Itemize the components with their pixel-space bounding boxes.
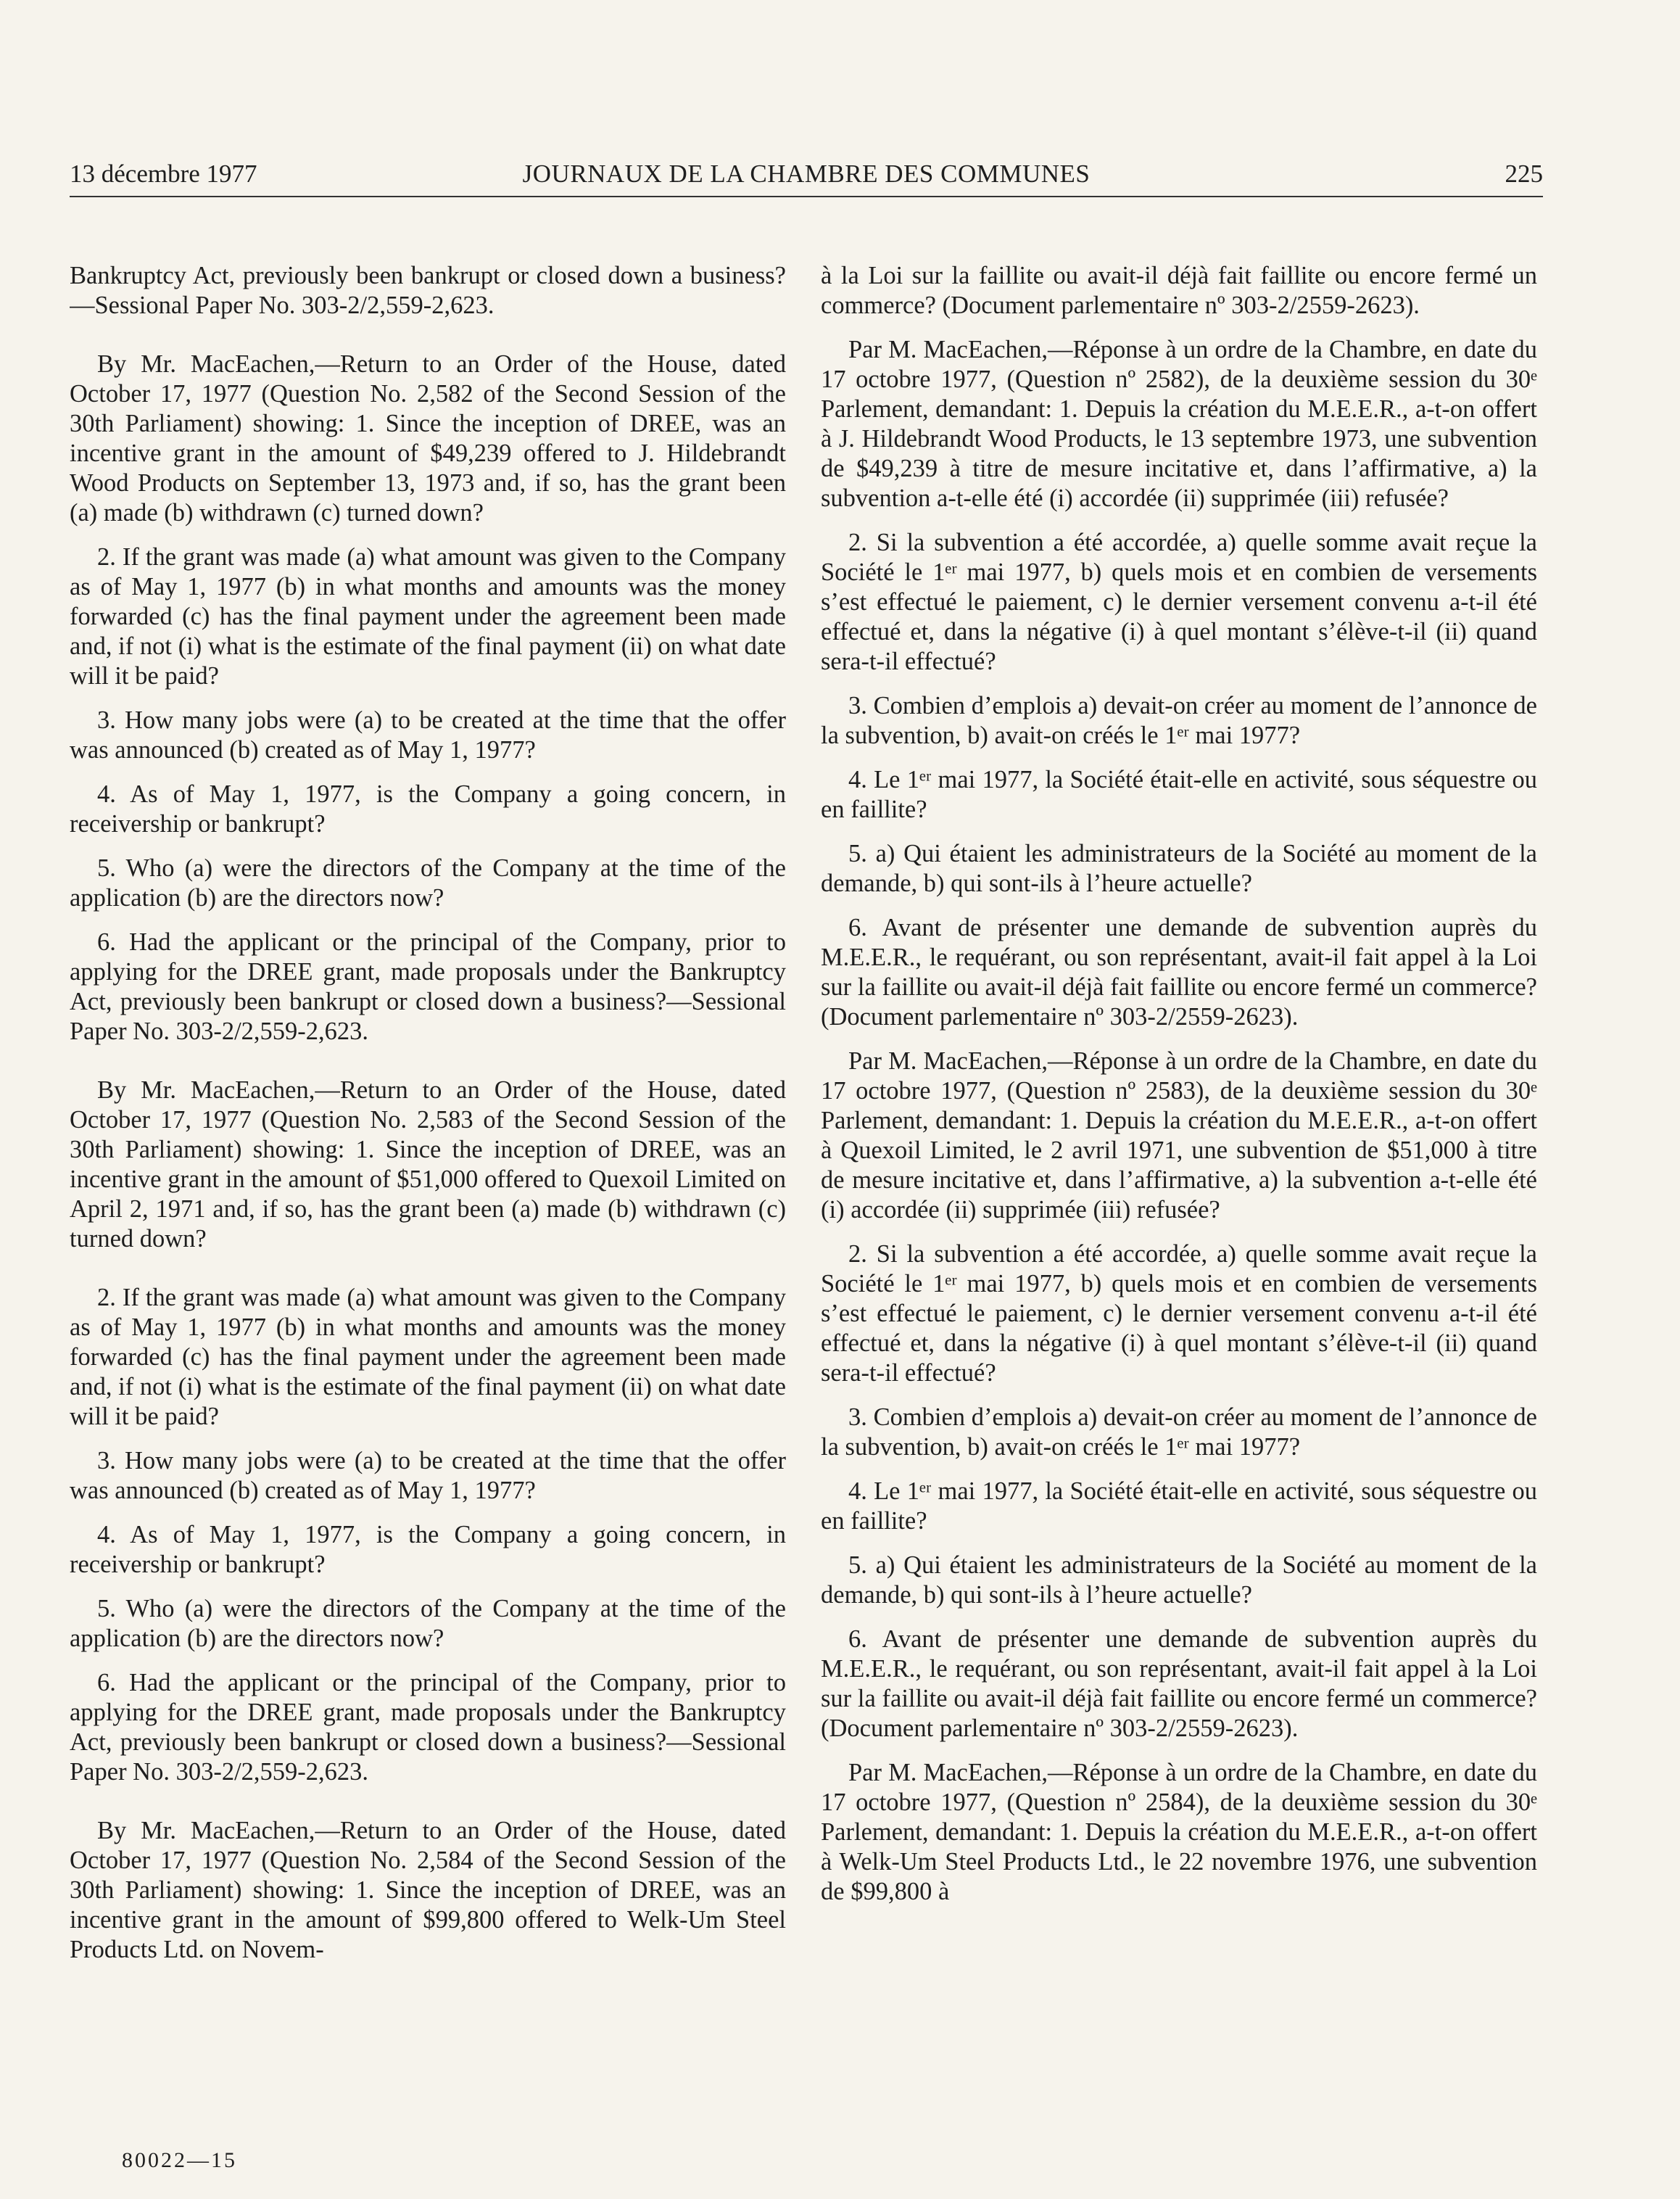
paragraph: 2. If the grant was made (a) what amount was given to the Company as of May 1, 1977 (b) in what months and amounts was the money forwarded (c) has the final payment under the agreement been made and, if not (i) what is the estimate of the final payment (ii) on what date will it be paid? — [70, 1284, 786, 1430]
paragraph: Bankruptcy Act, previously been bankrupt or closed down a business?—Sessional Paper No. 303-2/2,559-2,623. — [70, 262, 786, 319]
paragraph: 5. a) Qui étaient les administrateurs de la Société au moment de la demande, b) qui sont-ils à l’heure actuelle? — [821, 1551, 1537, 1609]
paragraph: 3. Combien d’emplois a) devait-on créer au moment de l’annonce de la subvention, b) avait-on créés le 1ᵉʳ mai 1977? — [821, 1403, 1537, 1461]
paragraph: 2. If the grant was made (a) what amount was given to the Company as of May 1, 1977 (b) in what months and amounts was the money forwarded (c) has the final payment under the agreement been made and, if not (i) what is the estimate of the final payment (ii) on what date will it be paid? — [70, 543, 786, 690]
paragraph: Par M. MacEachen,—Réponse à un ordre de la Chambre, en date du 17 octobre 1977, (Question nº 2582), de la deuxième session du 30ᵉ Parlement, demandant: 1. Depuis la création du M.E.E.R., a-t-on offert à J. Hildebrandt Wood Products, le 13 septembre 1973, une subvention de $49,239 à titre de mesure incitative et, dans l’affirmative, a) la subvention a-t-elle été (i) accordée (ii) supprimée (iii) refusée? — [821, 336, 1537, 512]
paragraph: 3. Combien d’emplois a) devait-on créer au moment de l’annonce de la subvention, b) avait-on créés le 1ᵉʳ mai 1977? — [821, 692, 1537, 749]
paragraph: 5. Who (a) were the directors of the Company at the time of the application (b) are the directors now? — [70, 1595, 786, 1652]
page-header — [70, 160, 1543, 197]
paragraph: 4. Le 1ᵉʳ mai 1977, la Société était-elle en activité, sous séquestre ou en faillite? — [821, 1477, 1537, 1535]
print-code: 80022—15 — [122, 2148, 237, 2172]
paragraph: Par M. MacEachen,—Réponse à un ordre de la Chambre, en date du 17 octobre 1977, (Question nº 2584), de la deuxième session du 30ᵉ Parlement, demandant: 1. Depuis la création du M.E.E.R., a-t-on offert à Welk-Um Steel Products Ltd., le 22 novembre 1976, une subvention de $99,800 à — [821, 1759, 1537, 1905]
paragraph: 5. a) Qui étaient les administrateurs de la Société au moment de la demande, b) qui sont-ils à l’heure actuelle? — [821, 840, 1537, 897]
paragraph: 2. Si la subvention a été accordée, a) quelle somme avait reçue la Société le 1ᵉʳ mai 1977, b) quels mois et en combien de versements s’est effectué le paiement, c) le dernier versement convenu a-t-il été effectué et, dans la négative (i) à quel montant s’élève-t-il (ii) quand sera-t-il effectué? — [821, 529, 1537, 675]
english-column — [70, 261, 786, 2118]
paragraph: 3. How many jobs were (a) to be created at the time that the offer was announced (b) created as of May 1, 1977? — [70, 1447, 786, 1504]
journal-title: JOURNAUX DE LA CHAMBRE DES COMMUNES — [522, 160, 1091, 188]
paragraph: 2. Si la subvention a été accordée, a) quelle somme avait reçue la Société le 1ᵉʳ mai 1977, b) quels mois et en combien de versements s’est effectué le paiement, c) le dernier versement convenu a-t-il été effectué et, dans la négative (i) à quel montant s’élève-t-il (ii) quand sera-t-il effectué? — [821, 1240, 1537, 1387]
paragraph: 4. As of May 1, 1977, is the Company a going concern, in receivership or bankrupt? — [70, 1521, 786, 1578]
paragraph: 4. Le 1ᵉʳ mai 1977, la Société était-elle en activité, sous séquestre ou en faillite? — [821, 766, 1537, 823]
page-number: 225 — [1505, 160, 1543, 188]
paragraph: 4. As of May 1, 1977, is the Company a going concern, in receivership or bankrupt? — [70, 780, 786, 838]
paragraph: 6. Avant de présenter une demande de subvention auprès du M.E.E.R., le requérant, ou son représentant, avait-il fait appel à la Loi sur la faillite ou avait-il déjà fait faillite ou encore fermé un commerce? (Document parlementaire nº 303-2/2559-2623). — [821, 1625, 1537, 1742]
paragraph: 3. How many jobs were (a) to be created at the time that the offer was announced (b) created as of May 1, 1977? — [70, 706, 786, 764]
paragraph: By Mr. MacEachen,—Return to an Order of the House, dated October 17, 1977 (Question No. 2,582 of the Second Session of the 30th Parliament) showing: 1. Since the inception of DREE, was an incentive grant in the amount of $49,239 offered to J. Hildebrandt Wood Products on September 13, 1973 and, if so, has the grant been (a) made (b) withdrawn (c) turned down? — [70, 350, 786, 527]
paragraph: By Mr. MacEachen,—Return to an Order of the House, dated October 17, 1977 (Question No. 2,583 of the Second Session of the 30th Parliament) showing: 1. Since the inception of DREE, was an incentive grant in the amount of $51,000 offered to Quexoil Limited on April 2, 1971 and, if so, has the grant been (a) made (b) withdrawn (c) turned down? — [70, 1076, 786, 1253]
paragraph: 6. Had the applicant or the principal of the Company, prior to applying for the DREE grant, made proposals under the Bankruptcy Act, previously been bankrupt or closed down a business?—Sessional Paper No. 303-2/2,559-2,623. — [70, 928, 786, 1045]
french-column — [821, 261, 1537, 2118]
paragraph: 6. Avant de présenter une demande de subvention auprès du M.E.E.R., le requérant, ou son représentant, avait-il fait appel à la Loi sur la faillite ou avait-il déjà fait faillite ou encore fermé un commerce? (Document parlementaire nº 303-2/2559-2623). — [821, 914, 1537, 1031]
paragraph: By Mr. MacEachen,—Return to an Order of the House, dated October 17, 1977 (Question No. 2,584 of the Second Session of the 30th Parliament) showing: 1. Since the inception of DREE, was an incentive grant in the amount of $99,800 offered to Welk-Um Steel Products Ltd. on Novem- — [70, 1817, 786, 1963]
paragraph: à la Loi sur la faillite ou avait-il déjà fait faillite ou encore fermé un commerce? (Document parlementaire nº 303-2/2559-2623). — [821, 262, 1537, 319]
header-date: 13 décembre 1977 — [70, 160, 257, 188]
paragraph: 5. Who (a) were the directors of the Company at the time of the application (b) are the directors now? — [70, 854, 786, 912]
paragraph: Par M. MacEachen,—Réponse à un ordre de la Chambre, en date du 17 octobre 1977, (Question nº 2583), de la deuxième session du 30ᵉ Parlement, demandant: 1. Depuis la création du M.E.E.R., a-t-on offert à Quexoil Limited, le 2 avril 1971, une subvention de $51,000 à titre de mesure incitative et, dans l’affirmative, a) la subvention a-t-elle été (i) accordée (ii) supprimée (iii) refusée? — [821, 1047, 1537, 1224]
paragraph: 6. Had the applicant or the principal of the Company, prior to applying for the DREE grant, made proposals under the Bankruptcy Act, previously been bankrupt or closed down a business?—Sessional Paper No. 303-2/2,559-2,623. — [70, 1669, 786, 1786]
